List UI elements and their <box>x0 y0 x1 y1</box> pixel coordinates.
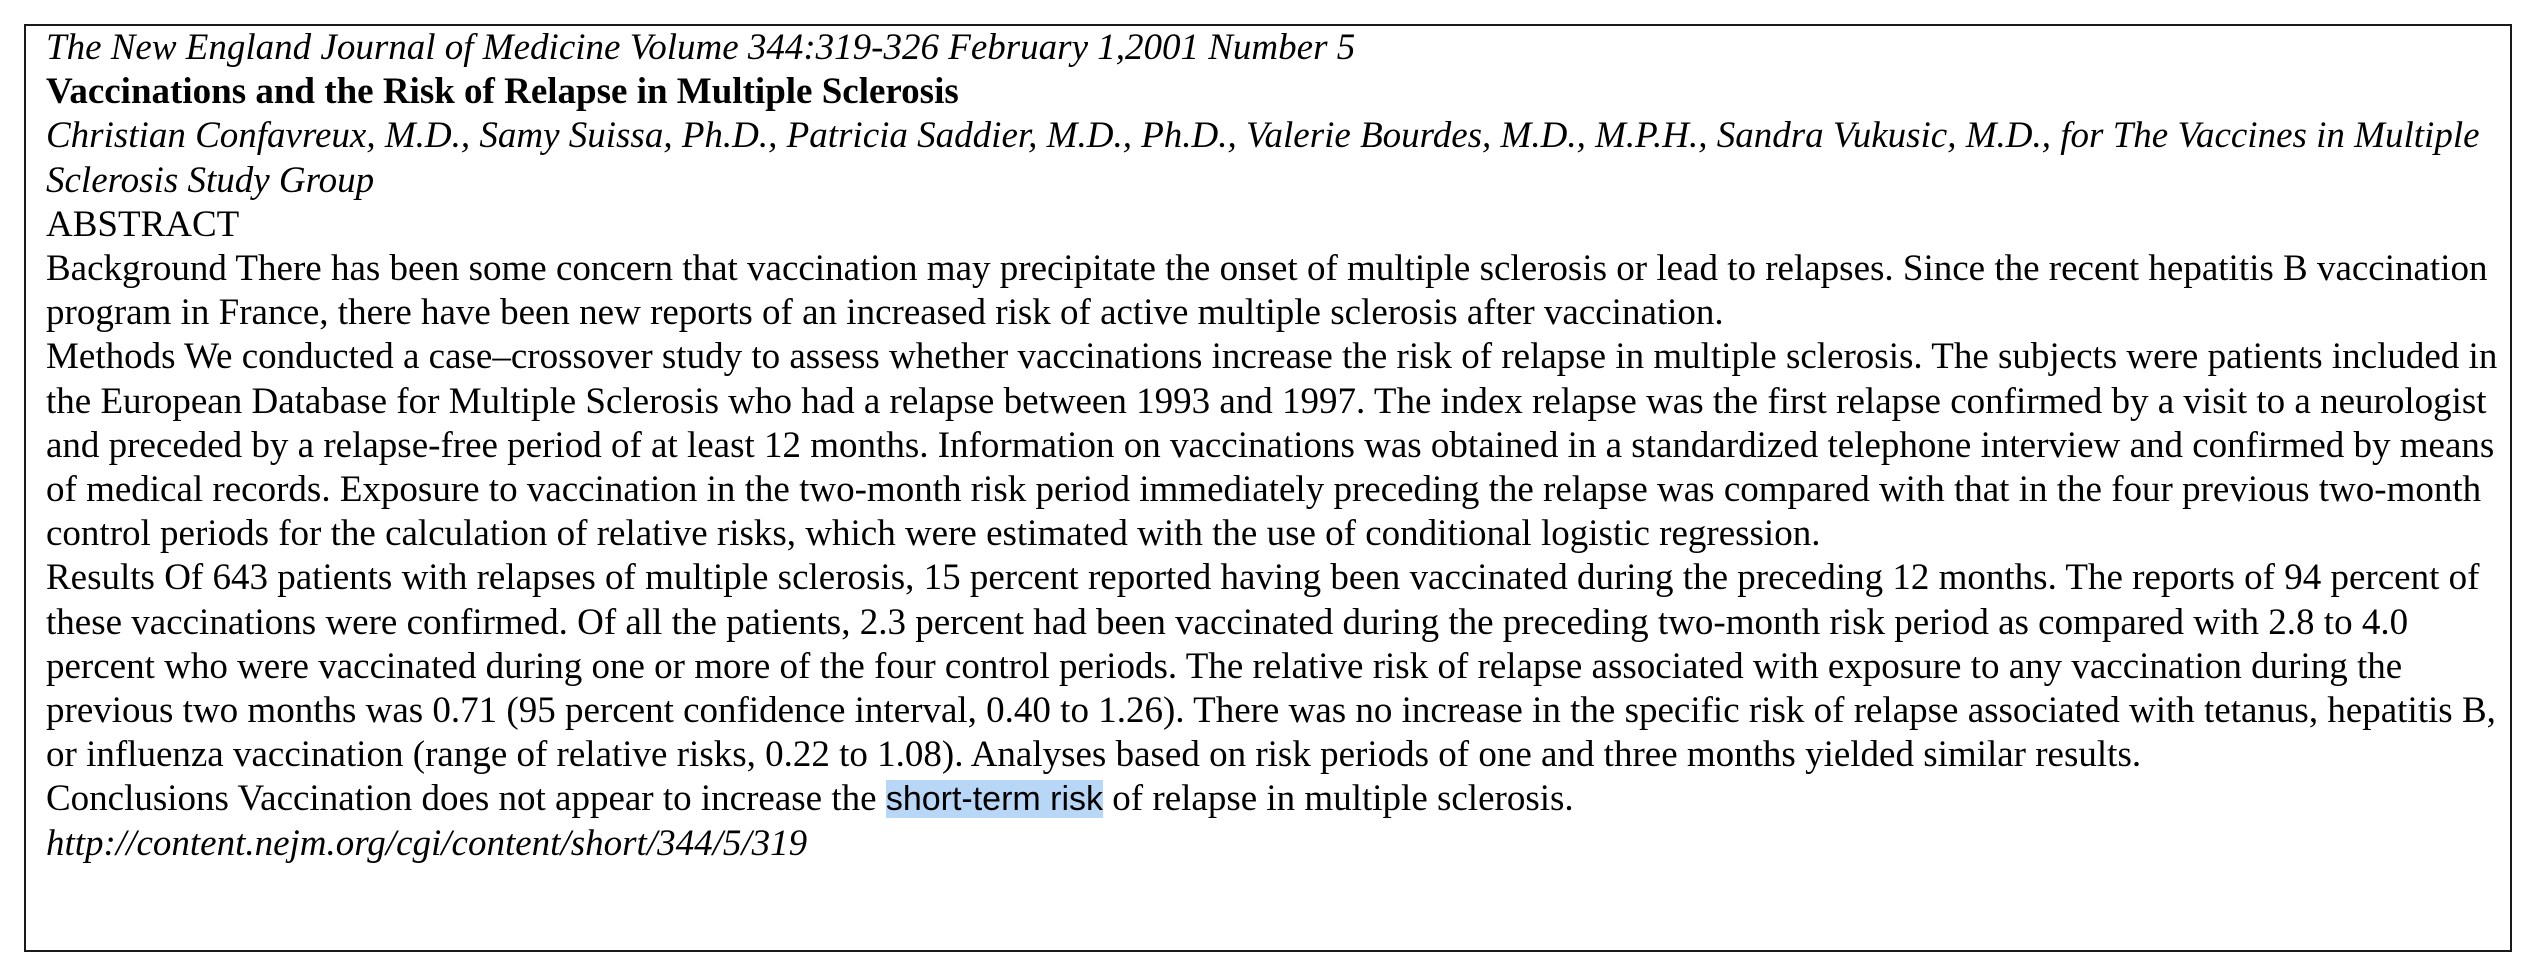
journal-citation: The New England Journal of Medicine Volume 344:319-326 February 1,2001 Number 5 <box>46 27 1356 68</box>
background-paragraph: Background There has been some concern that vaccination may precipitate the onset of multiple sclerosis or lead to relapses. Since the recent hepatitis B vaccination program in France, there have been new reports of an increased risk of active multiple sclerosis after vaccination. <box>46 248 2488 334</box>
methods-paragraph: Methods We conducted a case–crossover study to assess whether vaccinations increase the risk of relapse in multiple sclerosis. The subjects were patients included in the European Database for Multiple Sclerosis who had a relapse between 1993 and 1997. The index relapse was the first relapse confirmed by a visit to a neurologist and preceded by a relapse-free period of at least 12 months. Information on vaccinations was obtained in a standardized telephone interview and confirmed by means of medical records. Exposure to vaccination in the two-month risk period immediately preceding the relapse was compared with that in the four previous two-month control periods for the calculation of relative risks, which were estimated with the use of conditional logistic regression. <box>46 336 2498 555</box>
article-title: Vaccinations and the Risk of Relapse in Multiple Sclerosis <box>46 71 959 113</box>
conclusions-paragraph <box>46 777 2500 821</box>
article-url-link[interactable]: http://content.nejm.org/cgi/content/short/344/5/319 <box>46 822 808 864</box>
abstract-heading: ABSTRACT <box>46 203 240 245</box>
results-paragraph: Results Of 643 patients with relapses of multiple sclerosis, 15 percent reported having been vaccinated during the preceding 12 months. The reports of 94 percent of these vaccinations were confirmed. Of all the patients, 2.3 percent had been vaccinated during the preceding two-month risk period as compared with 2.8 to 4.0 percent who were vaccinated during one or more of the four control periods. The relative risk of relapse associated with exposure to any vaccination during the previous two months was 0.71 (95 percent confidence interval, 0.40 to 1.26). There was no increase in the specific risk of relapse associated with tetanus, hepatitis B, or influenza vaccination (range of relative risks, 0.22 to 1.08). Analyses based on risk periods of one and three months yielded similar results. <box>46 557 2496 776</box>
author-list: Christian Confavreux, M.D., Samy Suissa, Ph.D., Patricia Saddier, M.D., Ph.D., Valerie Bourdes, M.D., M.P.H., Sandra Vukusic, M.D., for The Vaccines in Multiple Sclerosis Study Group <box>46 115 2480 201</box>
conclusions-text-before: Conclusions Vaccination does not appear to increase the <box>46 778 886 820</box>
abstract-document <box>24 24 2512 952</box>
conclusions-text-after: of relapse in multiple sclerosis. <box>1103 778 1574 820</box>
selected-text-highlight[interactable]: short-term risk <box>885 780 1104 819</box>
